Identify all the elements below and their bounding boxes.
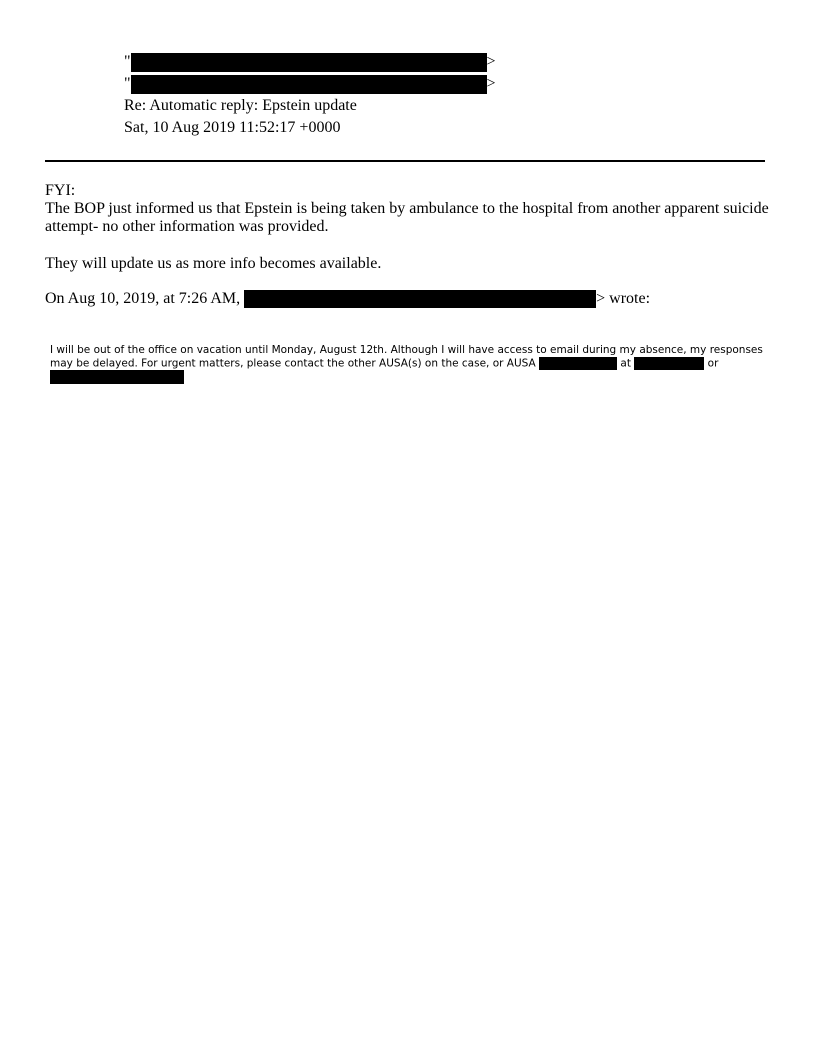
body-paragraph-1: The BOP just informed us that Epstein is being taken by ambulance to the hospital from another apparent suicide attempt- no other information was provided.: [45, 200, 769, 235]
quoted-autoreply: [50, 344, 774, 384]
from-open-quote: ": [124, 53, 131, 70]
autoreply-text: I will be out of the office on vacation until Monday, August 12th. Although I will have access to email during my absence, my responses may be delayed. For urgent matters, please contact the other AUSA(s) on the case, or AUSA: [50, 344, 763, 369]
header-divider: [45, 160, 765, 162]
subject-value: Re: Automatic reply: Epstein update: [124, 97, 357, 114]
from-value: [124, 52, 496, 72]
to-open-quote: ": [124, 75, 131, 92]
date-value: Sat, 10 Aug 2019 11:52:17 +0000: [124, 119, 341, 136]
body-paragraph-2: They will update us as more info becomes available.: [45, 255, 382, 272]
to-value: [124, 74, 496, 94]
quote-attribution: [45, 290, 775, 308]
ausa-email-redaction: [50, 370, 184, 384]
autoreply-at: at: [620, 357, 631, 369]
ausa-name-redaction: [539, 357, 617, 370]
greeting: FYI:: [45, 182, 76, 199]
sender-redaction: [244, 290, 596, 308]
quote-prefix: On Aug 10, 2019, at 7:26 AM,: [45, 290, 241, 307]
ausa-phone-redaction: [634, 357, 704, 370]
to-close-bracket: >: [486, 75, 496, 92]
from-close-bracket: >: [486, 53, 496, 70]
to-redaction: [131, 75, 487, 94]
quote-suffix: > wrote:: [596, 290, 651, 307]
autoreply-or: or: [707, 357, 719, 369]
from-redaction: [131, 53, 487, 72]
